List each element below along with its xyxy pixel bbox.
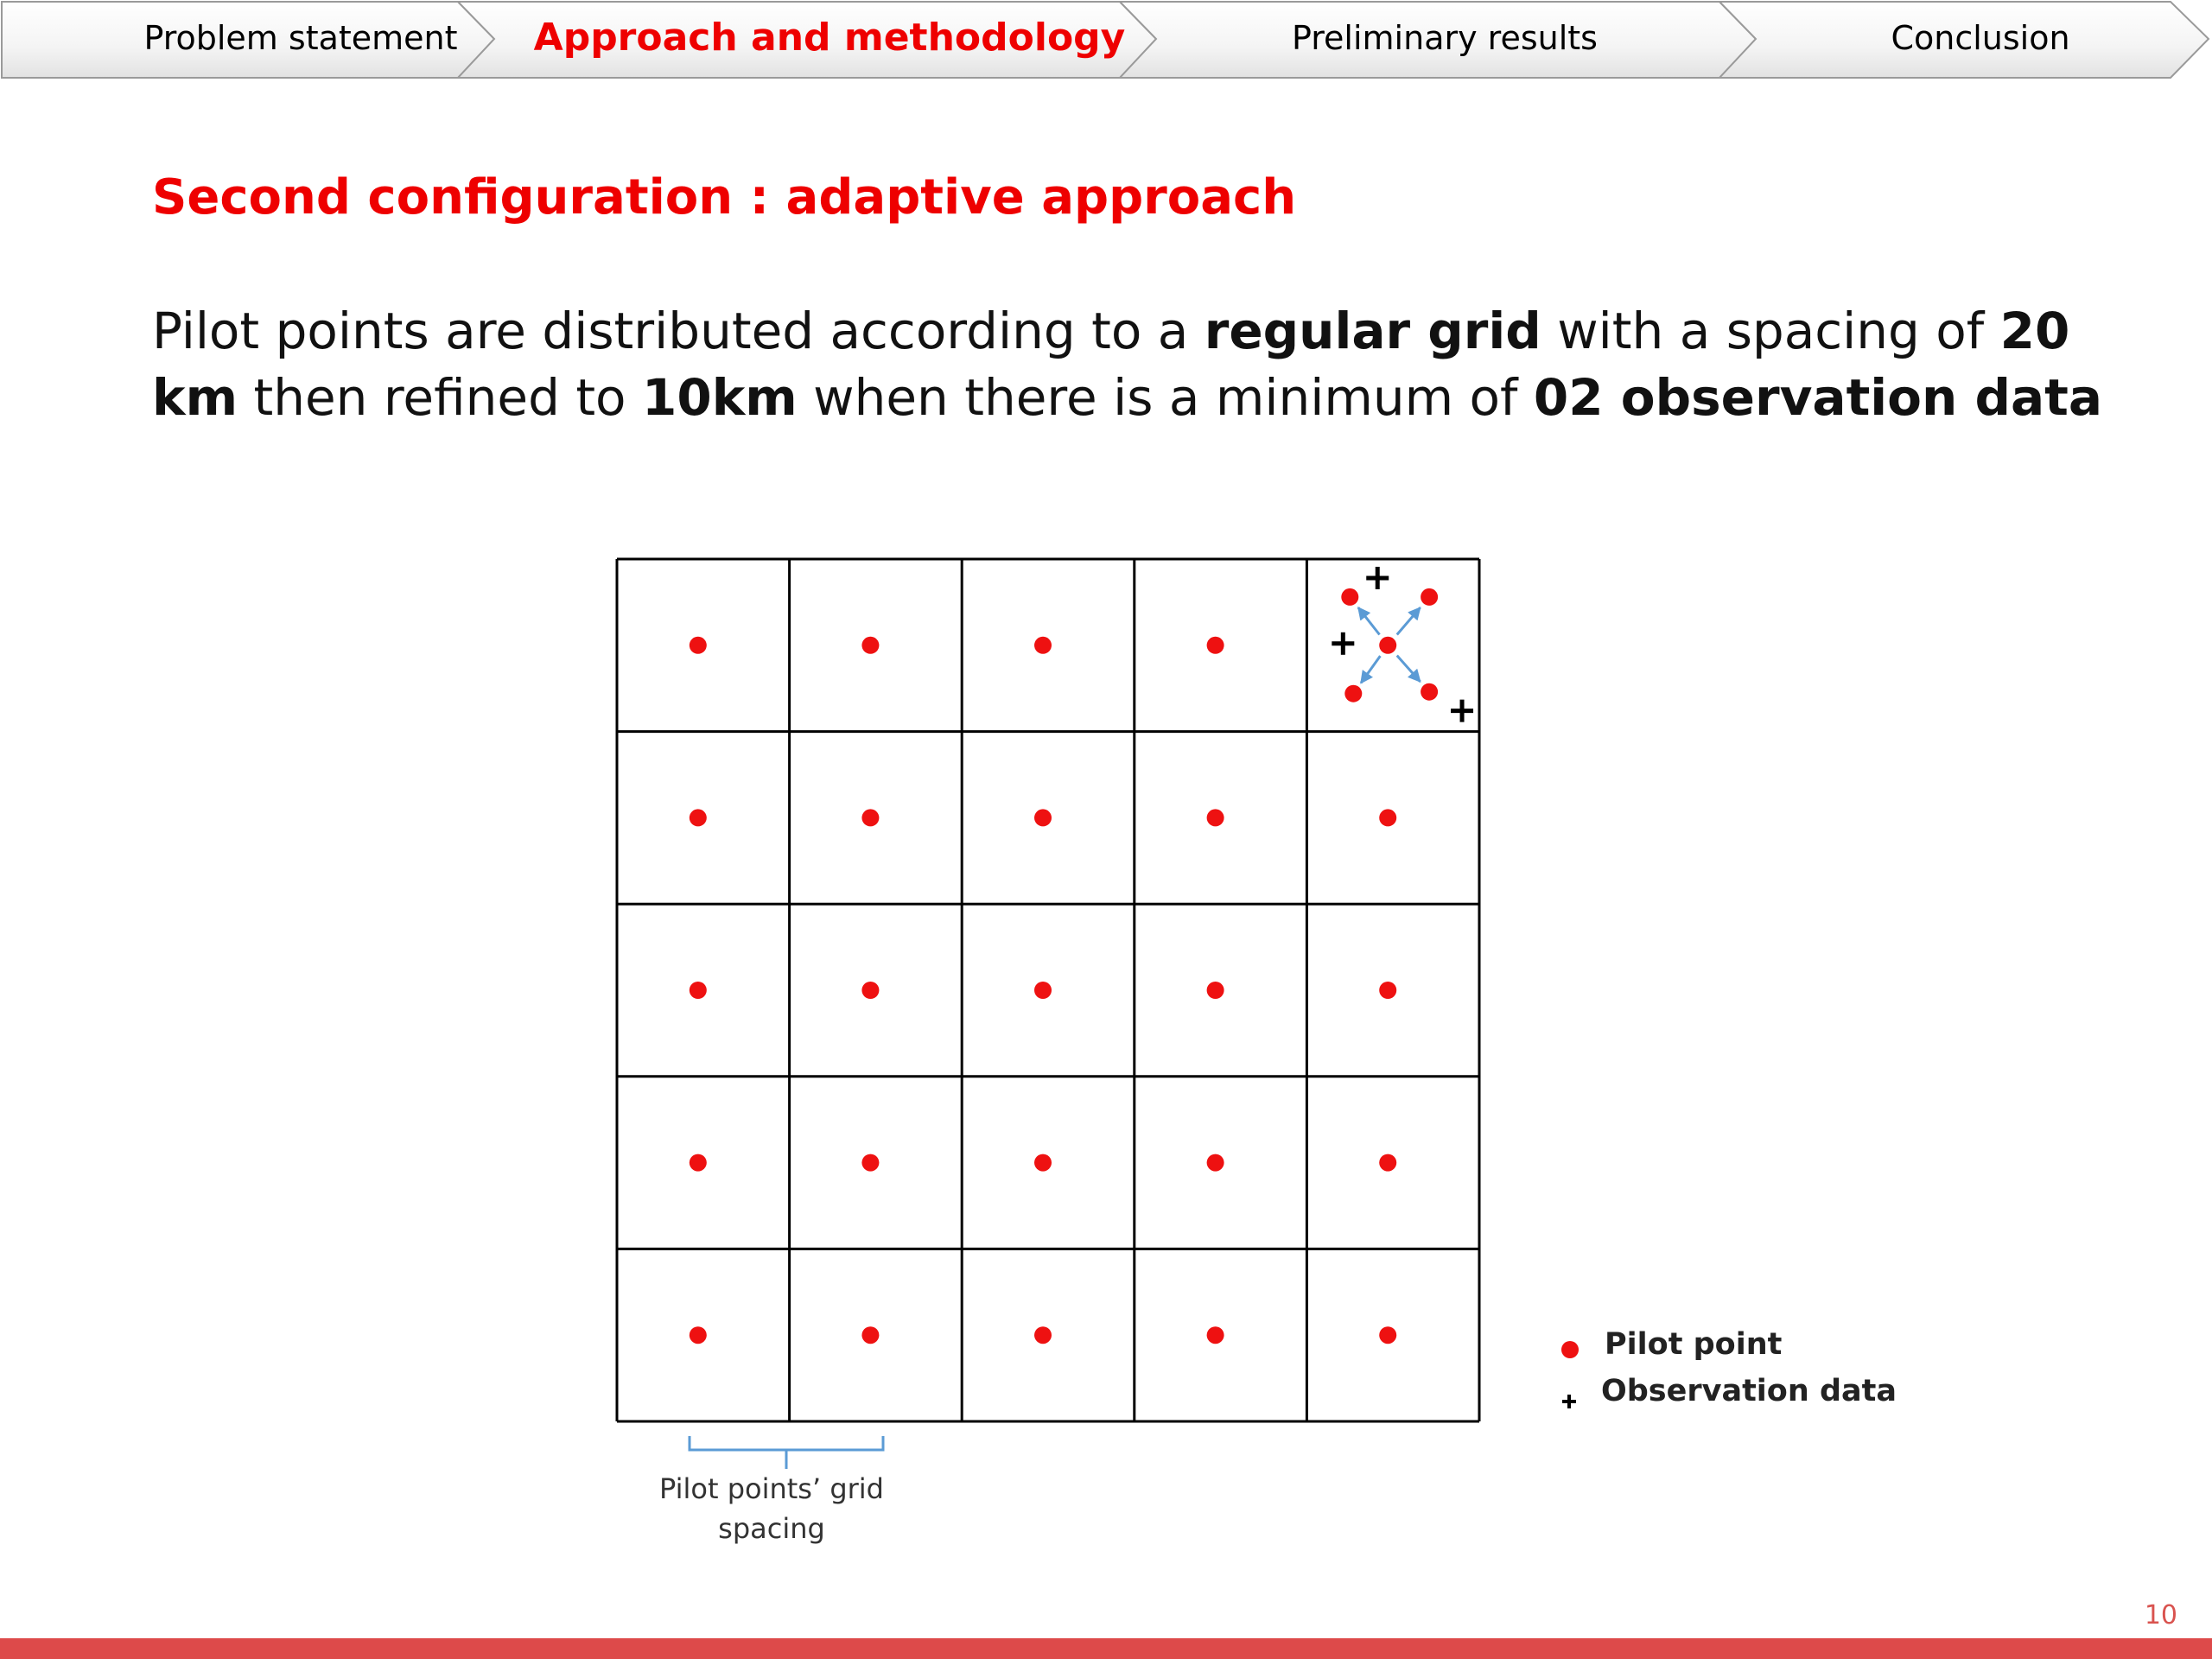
pilot-point: [1034, 637, 1052, 654]
pilot-point-refined: [1421, 683, 1438, 701]
pilot-point: [1379, 637, 1396, 654]
pilot-point: [1034, 1154, 1052, 1172]
pilot-point: [690, 637, 707, 654]
pilot-point: [1034, 1326, 1052, 1344]
refinement-arrow: [1361, 656, 1380, 683]
pilot-point: [1379, 982, 1396, 999]
grid-spacing-label: Pilot points’ grid spacing: [659, 1472, 884, 1545]
pilot-point: [1207, 982, 1224, 999]
tab-preliminary-results[interactable]: Preliminary results: [1292, 19, 1598, 57]
pilot-point: [1207, 809, 1224, 826]
refinement-arrow: [1397, 607, 1421, 634]
pilot-point: [1207, 1326, 1224, 1344]
body-text-part: with a spacing of: [1541, 302, 2000, 360]
body-text-part: Pilot points are distributed according to a: [152, 302, 1205, 360]
pilot-point: [1379, 809, 1396, 826]
body-text-part: when there is a minimum of: [797, 368, 1534, 427]
pilot-point: [1379, 1154, 1396, 1172]
pilot-point: [1207, 637, 1224, 654]
body-bold-10km: 10km: [641, 368, 798, 427]
tab-problem-statement[interactable]: Problem statement: [143, 19, 458, 57]
grid-spacing-brace: [690, 1436, 883, 1469]
pilot-point: [690, 982, 707, 999]
legend-observation-data-label: Observation data: [1601, 1374, 1897, 1408]
legend-pilot-point-marker: [1561, 1341, 1579, 1358]
tab-conclusion[interactable]: Conclusion: [1891, 19, 2070, 57]
slide-number: 10: [2144, 1600, 2177, 1630]
pilot-point: [1379, 1326, 1396, 1344]
pilot-point: [1034, 982, 1052, 999]
pilot-point: [1207, 1154, 1224, 1172]
pilot-point: [861, 1154, 879, 1172]
pilot-point: [690, 1326, 707, 1344]
body-bold-regular-grid: regular grid: [1204, 302, 1541, 360]
body-text-part: then refined to: [238, 368, 642, 427]
pilot-point: [861, 1326, 879, 1344]
pilot-point-refined: [1421, 588, 1438, 606]
legend-pilot-point-label: Pilot point: [1605, 1327, 1783, 1362]
refinement-arrow: [1397, 656, 1421, 682]
pilot-point-refined: [1341, 588, 1358, 606]
pilot-point: [1034, 809, 1052, 826]
pilot-point: [861, 982, 879, 999]
slide-title: Second configuration : adaptive approach: [152, 169, 1297, 226]
pilot-point: [861, 637, 879, 654]
tab-approach-and-methodology[interactable]: Approach and methodology: [533, 16, 1126, 60]
body-bold-observation-data: 02 observation data: [1533, 368, 2103, 427]
refinement-arrow: [1358, 607, 1380, 634]
pilot-point-refined: [1344, 685, 1362, 702]
footer-bar: [0, 1638, 2212, 1659]
pilot-point: [690, 809, 707, 826]
body-bold-20km: 20 km: [152, 302, 2070, 427]
pilot-point: [690, 1154, 707, 1172]
pilot-point: [861, 809, 879, 826]
